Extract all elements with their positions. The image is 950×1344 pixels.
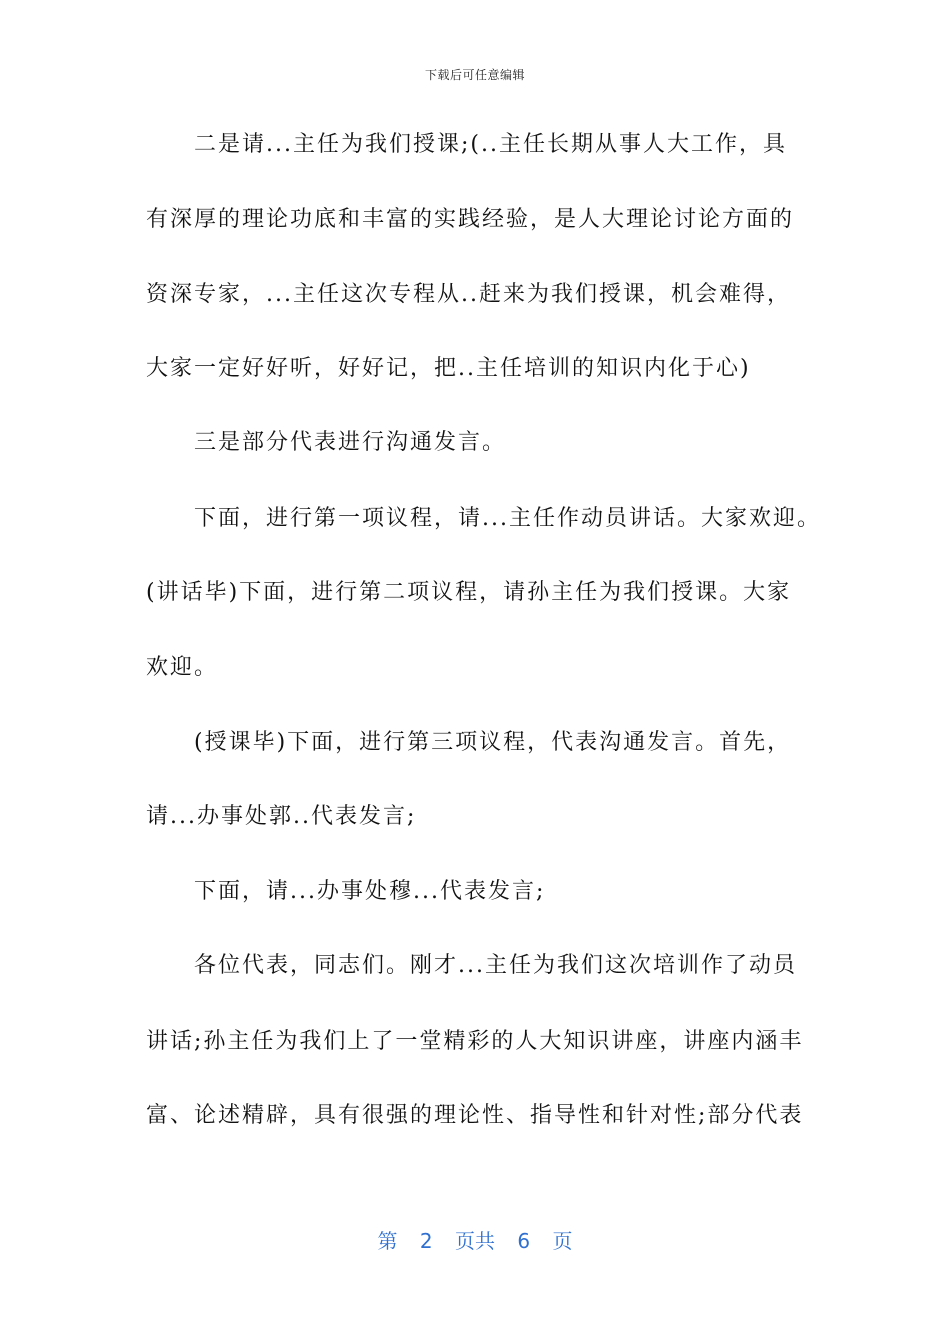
footer-suffix: 页 (552, 1229, 573, 1253)
footer-total-pages: 6 (517, 1229, 531, 1253)
paragraph-line: 下面，进行第一项议程，请...主任作动员讲话。大家欢迎。 (194, 506, 821, 531)
paragraph-line: 下面，请...办事处穆...代表发言; (194, 879, 546, 904)
paragraph-line: 三是部分代表进行沟通发言。 (194, 430, 507, 455)
paragraph-line: 富、论述精辟，具有很强的理论性、指导性和针对性;部分代表 (146, 1103, 804, 1128)
footer-middle: 页共 (455, 1229, 495, 1253)
paragraph-line: 资深专家，...主任这次专程从..赶来为我们授课，机会难得， (146, 282, 791, 307)
paragraph-line: 讲话;孙主任为我们上了一堂精彩的人大知识讲座，讲座内涵丰 (146, 1029, 804, 1054)
paragraph-line: (授课毕)下面，进行第三项议程，代表沟通发言。首先， (194, 730, 792, 755)
paragraph-line: (讲话毕)下面，进行第二项议程，请孙主任为我们授课。大家 (146, 580, 792, 605)
paragraph-line: 欢迎。 (146, 655, 219, 680)
paragraph-line: 二是请...主任为我们授课;(..主任长期从事人大工作，具 (194, 132, 787, 157)
paragraph-line: 大家一定好好听，好好记，把..主任培训的知识内化于心) (146, 356, 751, 381)
paragraph-line: 各位代表，同志们。刚才...主任为我们这次培训作了动员 (194, 953, 797, 978)
paragraph-line: 有深厚的理论功底和丰富的实践经验，是人大理论讨论方面的 (146, 207, 795, 232)
page-header: 下载后可任意编辑 (424, 68, 525, 82)
footer-prefix: 第 (377, 1229, 398, 1253)
footer-current-page: 2 (419, 1229, 433, 1253)
page-footer (0, 1225, 950, 1254)
paragraph-line: 请...办事处郭..代表发言; (146, 804, 417, 829)
